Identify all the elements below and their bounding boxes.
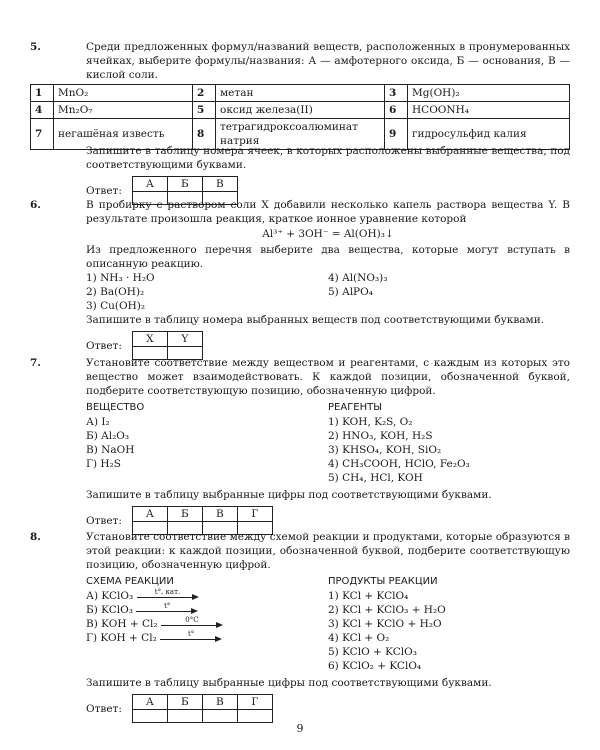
answer-cell[interactable] — [167, 710, 202, 723]
cell-value: HCOONH₄ — [408, 102, 570, 119]
answer-header: В — [202, 507, 237, 522]
question-5 — [30, 40, 570, 197]
reaction-condition: t° — [164, 602, 171, 610]
question-8 — [30, 530, 570, 715]
answer-header: А — [132, 695, 167, 710]
option-item: 2) Ba(OH)₂ — [86, 286, 145, 298]
cell-value: оксид железа(II) — [216, 102, 385, 119]
substances-grid — [30, 84, 570, 150]
instruction: Запишите в таблицу выбранные цифры под соответствующими буквами. — [86, 489, 492, 501]
right-item: 5) KClO + KClO₃ — [328, 646, 417, 658]
options-list — [86, 271, 570, 313]
question-number: 8. — [30, 531, 41, 543]
cell-number: 4 — [31, 102, 54, 119]
question-prompt: Из предложенного перечня выберите два вещества, которые могут вступать в описанную реакцию. — [86, 244, 570, 270]
page-number: 9 — [296, 722, 304, 735]
right-item: 5) CH₄, HCl, KOH — [328, 472, 423, 484]
right-item: 3) KCl + KClO + H₂O — [328, 618, 442, 630]
answer-label: Ответ: — [86, 339, 122, 352]
right-item: 1) KCl + KClO₄ — [328, 590, 409, 602]
question-text: Установите соответствие между схемой реакции и продуктами, которые образуются в этой реакции: к каждой позиции, обозначенной буквой, подберите соответствующую позицию, обозначенную цифрой. — [86, 531, 570, 571]
left-column-title: ВЕЩЕСТВО — [86, 402, 145, 413]
left-column-title: СХЕМА РЕАКЦИИ — [86, 576, 174, 587]
instruction: Запишите в таблицу номера ячеек, в которых расположены выбранные вещества, под соответствующими буквами. — [86, 145, 570, 171]
answer-label: Ответ: — [86, 184, 122, 197]
cell-value: Mg(OH)₂ — [408, 85, 570, 102]
right-column-title: РЕАГЕНТЫ — [328, 402, 383, 413]
answer-block — [86, 694, 570, 723]
right-item: 2) KCl + KClO₃ + H₂O — [328, 604, 446, 616]
right-item: 6) KClO₂ + KClO₄ — [328, 660, 422, 672]
left-item: В) NaOH — [86, 444, 135, 456]
cell-number: 8 — [193, 119, 216, 150]
left-item: А) I₂ — [86, 416, 110, 428]
ionic-equation: Al³⁺ + 3OH⁻ = Al(OH)₃↓ — [262, 228, 394, 240]
matching-columns — [86, 575, 570, 673]
question-number: 5. — [30, 41, 41, 53]
cell-number: 7 — [31, 119, 54, 150]
cell-value: негашёная известь — [54, 119, 193, 150]
question-text: Среди предложенных формул/названий веществ, расположенных в пронумерованных ячейках, выберите формулы/названия: А — амфотерного оксида, Б — основания, В — кислой соли. — [86, 41, 570, 81]
cell-number: 3 — [385, 85, 408, 102]
reaction-reactants: Б) KClO₃ — [86, 604, 133, 616]
answer-label: Ответ: — [86, 514, 122, 527]
cell-value: тетрагидроксоалюминат натрия — [216, 119, 385, 150]
answer-header: Б — [167, 695, 202, 710]
cell-value: метан — [216, 85, 385, 102]
answer-header: Г — [237, 507, 272, 522]
right-item: 2) HNO₃, KOH, H₂S — [328, 430, 433, 442]
answer-header: Г — [237, 695, 272, 710]
answer-cell[interactable] — [132, 710, 167, 723]
right-item: 1) KOH, K₂S, O₂ — [328, 416, 413, 428]
instruction: Запишите в таблицу номера выбранных веществ под соответствующими буквами. — [86, 314, 545, 326]
option-item: 4) Al(NO₃)₃ — [328, 272, 388, 284]
answer-header: А — [132, 177, 167, 192]
question-7 — [30, 356, 570, 527]
option-item: 5) AlPO₄ — [328, 286, 373, 298]
question-6 — [30, 198, 570, 352]
answer-header: X — [132, 332, 167, 347]
answer-table — [132, 694, 273, 723]
option-item: 1) NH₃ · H₂O — [86, 272, 155, 284]
cell-value: MnO₂ — [54, 85, 193, 102]
answer-header: Y — [167, 332, 202, 347]
cell-value: Mn₂O₇ — [54, 102, 193, 119]
left-item: Г) H₂S — [86, 458, 121, 470]
right-item: 4) KCl + O₂ — [328, 632, 390, 644]
answer-header: Б — [167, 177, 202, 192]
matching-columns — [86, 401, 570, 485]
right-item: 3) KHSO₄, KOH, SiO₂ — [328, 444, 442, 456]
reaction-condition: 0°C — [185, 616, 199, 624]
answer-header: В — [202, 695, 237, 710]
right-column-title: ПРОДУКТЫ РЕАКЦИИ — [328, 576, 438, 587]
left-item: Б) Al₂O₃ — [86, 430, 130, 442]
question-number: 7. — [30, 357, 41, 369]
reaction-condition: t°, кат. — [154, 588, 181, 596]
cell-number: 6 — [385, 102, 408, 119]
question-number: 6. — [30, 199, 41, 211]
answer-header: А — [132, 507, 167, 522]
instruction: Запишите в таблицу выбранные цифры под соответствующими буквами. — [86, 677, 492, 689]
answer-cell[interactable] — [202, 710, 237, 723]
reaction-condition: t° — [187, 630, 195, 638]
question-text: Установите соответствие между веществом и реагентами, с каждым из которых это вещество может взаимодействовать. К каждой позиции, обозначенной буквой, подберите соответствующую позицию, обозначенную цифрой. — [86, 357, 570, 397]
reaction-scheme — [86, 589, 328, 603]
answer-header: В — [202, 177, 237, 192]
answer-header: Б — [167, 507, 202, 522]
option-item: 3) Cu(OH)₂ — [86, 300, 146, 312]
right-item: 4) CH₃COOH, HClO, Fe₂O₃ — [328, 458, 470, 470]
reaction-arrow — [160, 631, 222, 645]
reaction-reactants: В) KOH + Cl₂ — [86, 618, 158, 630]
cell-number: 1 — [31, 85, 54, 102]
question-text: В пробирку с раствором соли X добавили несколько капель раствора вещества Y. В результате произошла реакция, краткое ионное уравнение которой — [86, 199, 570, 225]
cell-number: 2 — [193, 85, 216, 102]
reaction-scheme — [86, 631, 328, 645]
answer-label: Ответ: — [86, 702, 122, 715]
reaction-reactants: А) KClO₃ — [86, 590, 134, 602]
cell-number: 9 — [385, 119, 408, 150]
cell-value: гидросульфид калия — [408, 119, 570, 150]
answer-cell[interactable] — [237, 710, 272, 723]
cell-number: 5 — [193, 102, 216, 119]
reaction-reactants: Г) KOH + Cl₂ — [86, 632, 157, 644]
